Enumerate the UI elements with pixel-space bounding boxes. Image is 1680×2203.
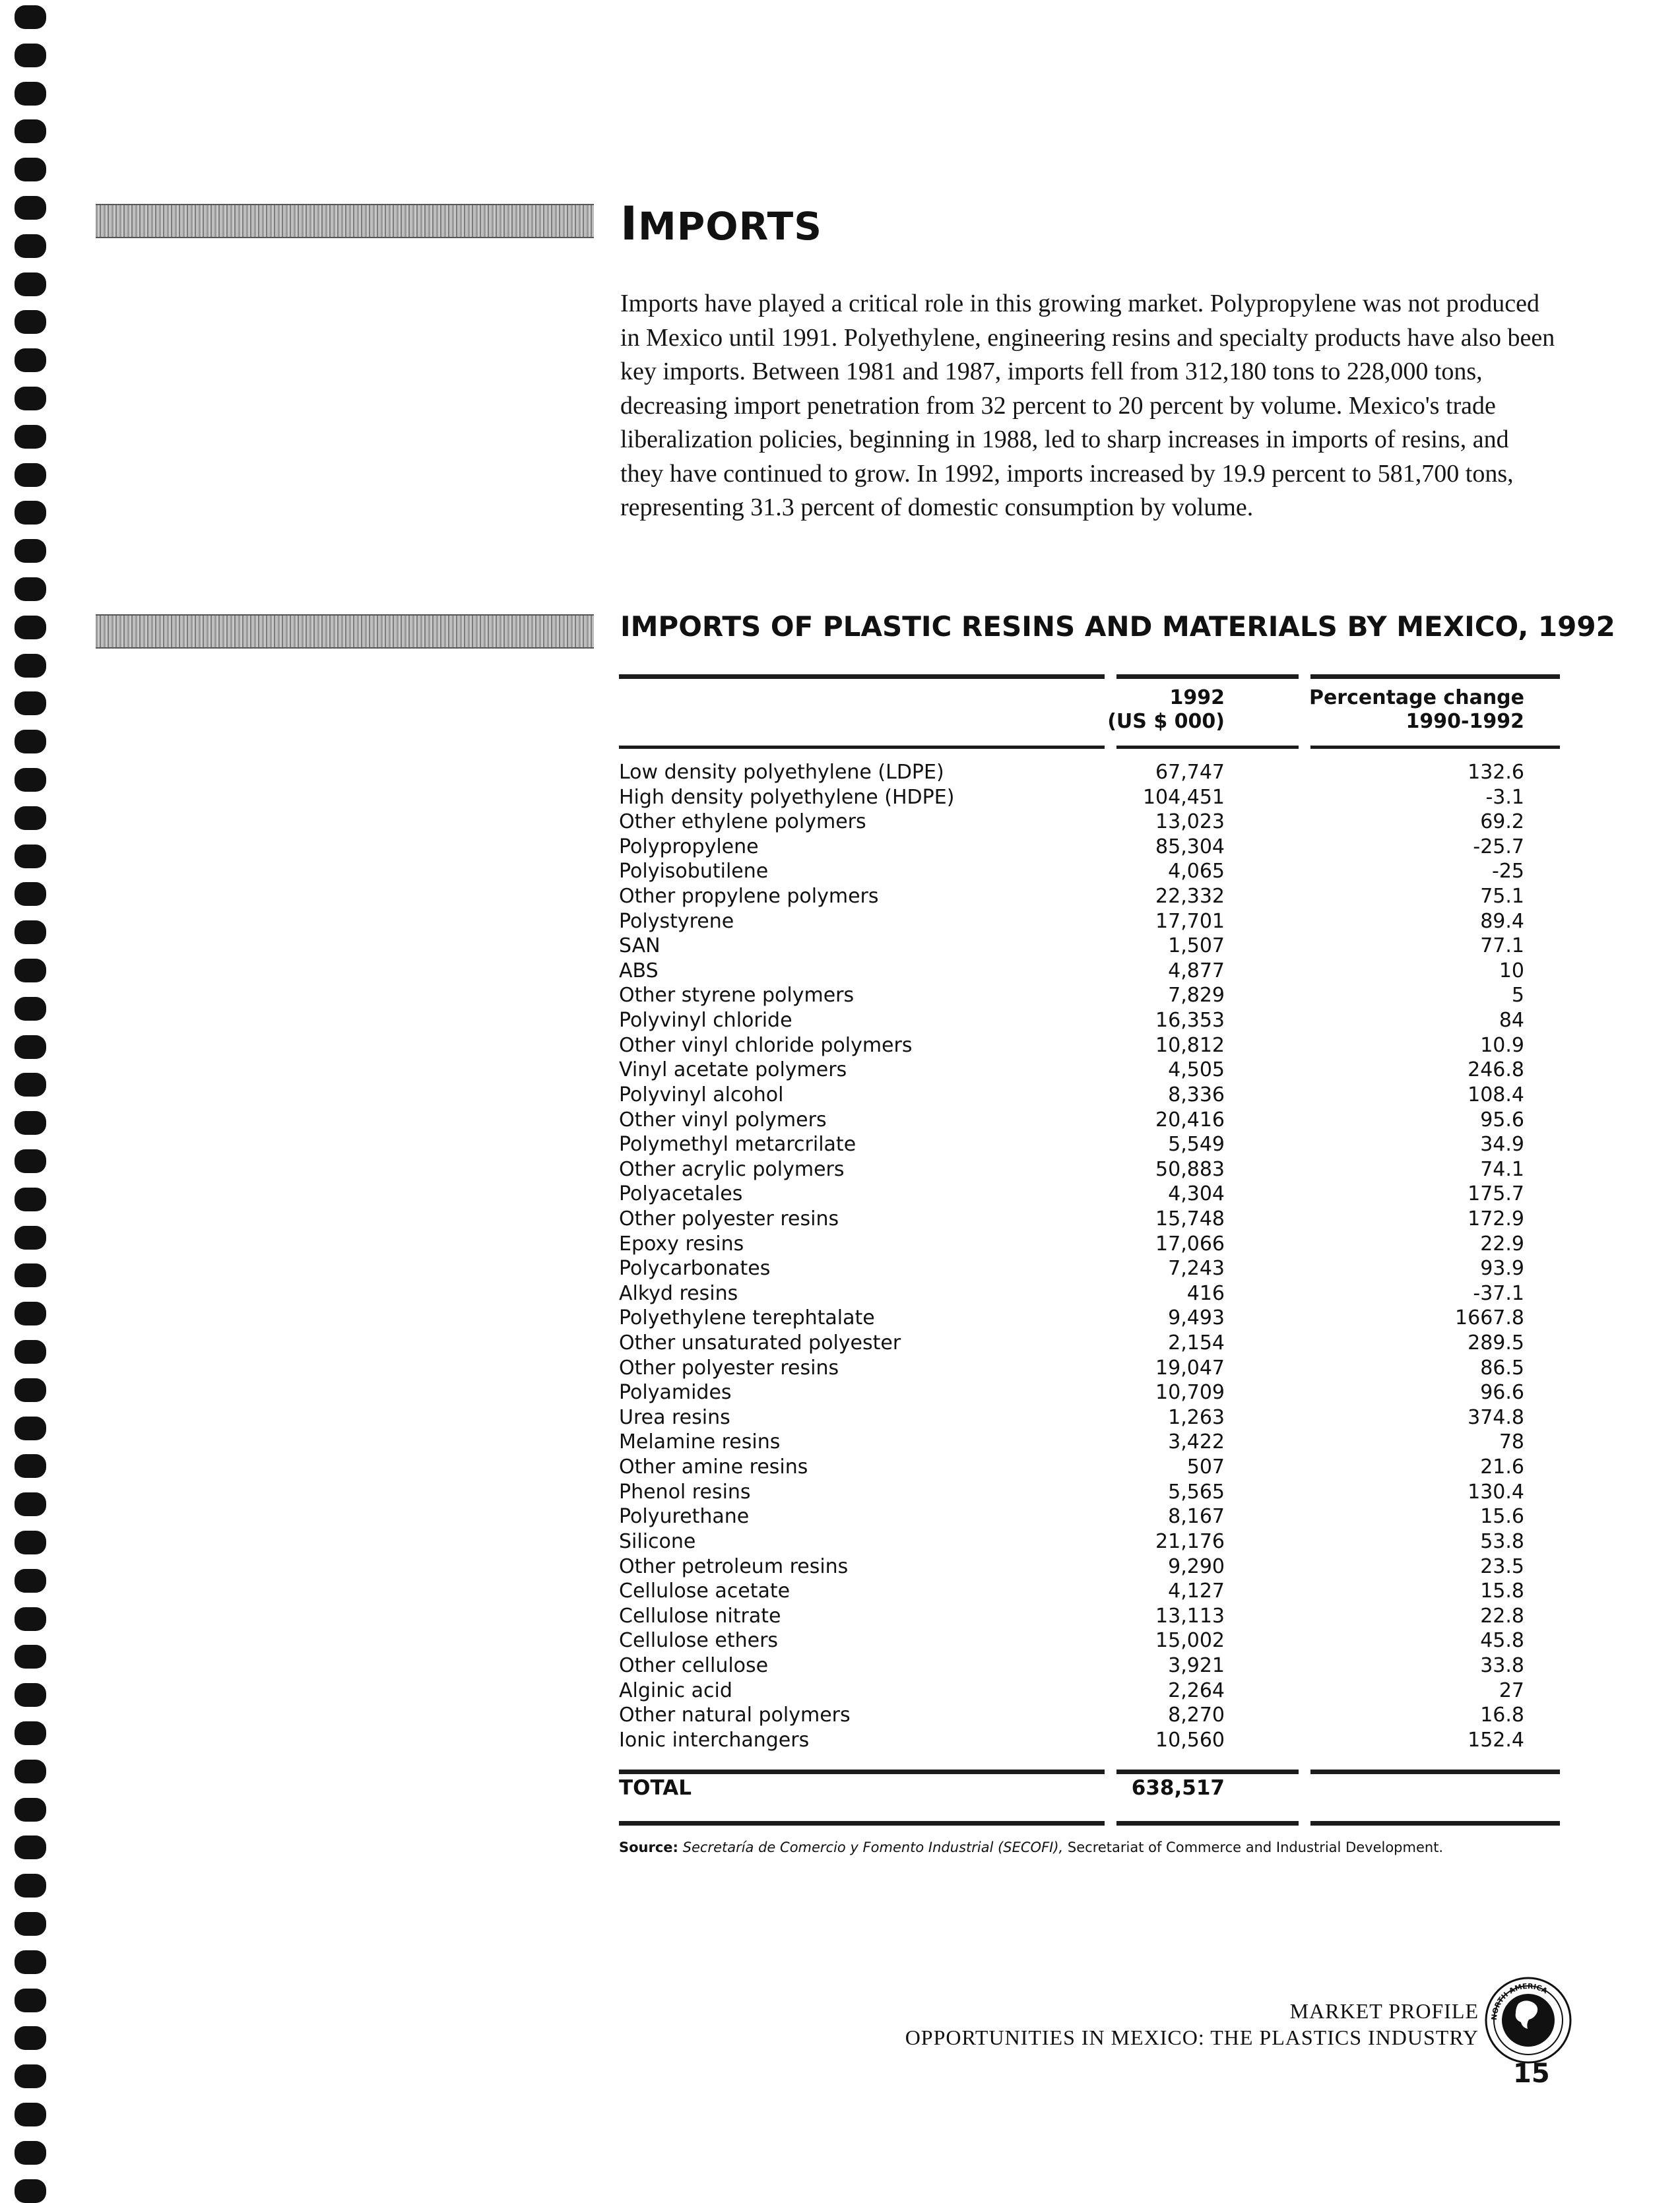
- percentage-change: 86.5: [1480, 1356, 1524, 1380]
- import-value: 10,709: [1155, 1381, 1225, 1405]
- resin-name: Alkyd resins: [619, 1281, 738, 1305]
- total-rule-mid: [1116, 1770, 1299, 1774]
- resin-name: Cellulose ethers: [619, 1629, 779, 1653]
- import-value: 22,332: [1155, 885, 1225, 909]
- table-row: [619, 810, 1560, 835]
- import-value: 17,701: [1155, 909, 1225, 933]
- resin-name: Cellulose nitrate: [619, 1604, 781, 1628]
- import-value: 4,065: [1168, 860, 1225, 883]
- binding-hole: [15, 1607, 46, 1631]
- section-title: IMPORTS: [620, 197, 822, 251]
- table-row: [619, 1182, 1560, 1207]
- table-row: [619, 1232, 1560, 1257]
- bottom-rule-mid: [1116, 1821, 1299, 1826]
- import-value: 3,422: [1168, 1430, 1225, 1454]
- resin-name: Alginic acid: [619, 1678, 732, 1702]
- resin-name: Other amine resins: [619, 1455, 808, 1479]
- percentage-change: 130.4: [1468, 1480, 1524, 1504]
- table-row: [619, 1678, 1560, 1704]
- resin-name: High density polyethylene (HDPE): [619, 785, 955, 809]
- import-value: 507: [1186, 1455, 1225, 1479]
- binding-hole: [15, 1645, 46, 1669]
- binding-hole: [15, 2179, 46, 2203]
- col-header-change: [1309, 686, 1524, 734]
- import-value: 416: [1186, 1281, 1225, 1305]
- import-value: 5,549: [1168, 1133, 1225, 1157]
- subheader-rule-left: [619, 746, 1105, 749]
- resin-name: Other polyester resins: [619, 1356, 839, 1380]
- binding-hole: [15, 1492, 46, 1516]
- page-number: 15: [1513, 2059, 1550, 2089]
- binding-hole: [15, 1226, 46, 1250]
- section-bar-imports: [96, 204, 594, 238]
- import-value: 5,565: [1168, 1480, 1225, 1504]
- import-value: 104,451: [1142, 785, 1225, 809]
- resin-name: Polyacetales: [619, 1182, 743, 1206]
- import-value: 85,304: [1155, 835, 1225, 858]
- spiral-binding: [15, 0, 49, 2194]
- table-row: [619, 983, 1560, 1008]
- import-value: 4,505: [1168, 1058, 1225, 1082]
- table-row: [619, 1728, 1560, 1753]
- percentage-change: 78: [1499, 1430, 1524, 1454]
- percentage-change: 23.5: [1480, 1554, 1524, 1578]
- table-row: [619, 1083, 1560, 1108]
- north-america-seal-icon: [1482, 1974, 1574, 2066]
- import-value: 2,264: [1168, 1678, 1225, 1702]
- table-row: [619, 909, 1560, 934]
- percentage-change: 21.6: [1480, 1455, 1524, 1479]
- binding-hole: [15, 158, 46, 181]
- import-value: 10,812: [1155, 1033, 1225, 1057]
- binding-hole: [15, 44, 46, 67]
- percentage-change: 15.8: [1480, 1580, 1524, 1603]
- percentage-change: 374.8: [1468, 1405, 1524, 1429]
- binding-hole: [15, 2141, 46, 2165]
- resin-name: Ionic interchangers: [619, 1728, 810, 1752]
- table-row: [619, 785, 1560, 810]
- resin-name: Vinyl acetate polymers: [619, 1058, 847, 1082]
- binding-hole: [15, 845, 46, 868]
- binding-hole: [15, 691, 46, 715]
- total-rule-left: [619, 1770, 1105, 1774]
- percentage-change: 15.6: [1480, 1505, 1524, 1529]
- percentage-change: 152.4: [1468, 1728, 1524, 1752]
- percentage-change: 10: [1499, 959, 1524, 982]
- resin-name: Other petroleum resins: [619, 1554, 849, 1578]
- resin-name: Other ethylene polymers: [619, 810, 866, 834]
- table-row: [619, 1628, 1560, 1653]
- import-value: 19,047: [1155, 1356, 1225, 1380]
- binding-hole: [15, 1836, 46, 1859]
- resin-name: Polymethyl metarcrilate: [619, 1133, 856, 1157]
- binding-hole: [15, 1989, 46, 2012]
- import-value: 15,748: [1155, 1207, 1225, 1230]
- table-row: [619, 1554, 1560, 1580]
- table-row: [619, 1356, 1560, 1381]
- resin-name: Polyethylene terephtalate: [619, 1306, 875, 1330]
- import-value: 2,154: [1168, 1331, 1225, 1355]
- binding-hole: [15, 539, 46, 563]
- import-value: 20,416: [1155, 1108, 1225, 1132]
- table-row: [619, 1033, 1560, 1058]
- source-organization: Secretaría de Comercio y Fomento Industrial (SECOFI),: [682, 1839, 1064, 1855]
- import-value: 9,290: [1168, 1554, 1225, 1578]
- resin-name: Polycarbonates: [619, 1257, 771, 1281]
- table-row: [619, 1281, 1560, 1306]
- percentage-change: 27: [1499, 1678, 1524, 1702]
- percentage-change: 5: [1511, 984, 1524, 1007]
- table-row: [619, 1504, 1560, 1529]
- import-value: 3,921: [1168, 1653, 1225, 1677]
- binding-hole: [15, 577, 46, 601]
- table-row: [619, 1008, 1560, 1033]
- subheader-rule-mid: [1116, 746, 1299, 749]
- table-title: IMPORTS OF PLASTIC RESINS AND MATERIALS BY MEXICO, 1992: [620, 610, 1615, 643]
- percentage-change: 75.1: [1480, 885, 1524, 909]
- import-value: 10,560: [1155, 1728, 1225, 1752]
- col-header-change-line2: 1990-1992: [1405, 710, 1524, 733]
- percentage-change: 84: [1499, 1009, 1524, 1033]
- resin-name: Cellulose acetate: [619, 1580, 791, 1603]
- resin-name: Urea resins: [619, 1405, 730, 1429]
- percentage-change: 45.8: [1480, 1629, 1524, 1653]
- resin-name: SAN: [619, 934, 661, 958]
- binding-hole: [15, 616, 46, 639]
- percentage-change: -3.1: [1485, 785, 1524, 809]
- import-value: 8,336: [1168, 1083, 1225, 1106]
- resin-name: Polyurethane: [619, 1505, 750, 1529]
- percentage-change: 34.9: [1480, 1133, 1524, 1157]
- svg-text:NORTH AMERICA: NORTH AMERICA: [1489, 1981, 1549, 2021]
- resin-name: Polyisobutilene: [619, 860, 769, 883]
- table-row: [619, 884, 1560, 909]
- binding-hole: [15, 119, 46, 143]
- import-value: 21,176: [1155, 1529, 1225, 1553]
- percentage-change: 93.9: [1480, 1257, 1524, 1281]
- resin-name: ABS: [619, 959, 659, 982]
- import-value: 7,829: [1168, 984, 1225, 1007]
- resin-name: Other unsaturated polyester: [619, 1331, 901, 1355]
- import-value: 67,747: [1155, 761, 1225, 784]
- binding-hole: [15, 1035, 46, 1059]
- import-value: 13,113: [1155, 1604, 1225, 1628]
- percentage-change: 175.7: [1468, 1182, 1524, 1206]
- table-row: [619, 835, 1560, 860]
- table-row: [619, 1380, 1560, 1405]
- binding-hole: [15, 997, 46, 1021]
- import-value: 13,023: [1155, 810, 1225, 834]
- table-row: [619, 1306, 1560, 1331]
- binding-hole: [15, 348, 46, 372]
- binding-hole: [15, 1417, 46, 1440]
- binding-hole: [15, 654, 46, 678]
- percentage-change: 108.4: [1468, 1083, 1524, 1106]
- resin-name: Other acrylic polymers: [619, 1157, 845, 1181]
- resin-name: Other vinyl polymers: [619, 1108, 827, 1132]
- binding-hole: [15, 806, 46, 830]
- binding-hole: [15, 1073, 46, 1097]
- import-value: 9,493: [1168, 1306, 1225, 1330]
- percentage-change: 89.4: [1480, 909, 1524, 933]
- source-note: [619, 1839, 1443, 1855]
- table-body: [619, 760, 1560, 1752]
- binding-hole: [15, 196, 46, 220]
- section-bar-table: [96, 614, 594, 649]
- binding-hole: [15, 425, 46, 449]
- resin-name: Polypropylene: [619, 835, 759, 858]
- table-row: [619, 1480, 1560, 1505]
- percentage-change: 69.2: [1480, 810, 1524, 834]
- table-row: [619, 1108, 1560, 1133]
- binding-hole: [15, 1874, 46, 1898]
- source-label: Source:: [619, 1839, 678, 1855]
- resin-name: Other propylene polymers: [619, 885, 879, 909]
- header-rule-mid: [1116, 674, 1299, 679]
- percentage-change: 1667.8: [1455, 1306, 1524, 1330]
- resin-name: Other styrene polymers: [619, 984, 855, 1007]
- col-header-value: [1107, 686, 1225, 734]
- col-header-change-line1: Percentage change: [1308, 686, 1524, 709]
- footer-publication-title: OPPORTUNITIES IN MEXICO: THE PLASTICS INDUSTRY: [905, 2026, 1479, 2049]
- table-row: [619, 1157, 1560, 1182]
- percentage-change: -25.7: [1473, 835, 1524, 858]
- subheader-rule-right: [1310, 746, 1560, 749]
- import-value: 15,002: [1155, 1629, 1225, 1653]
- binding-hole: [15, 1263, 46, 1287]
- percentage-change: 10.9: [1480, 1033, 1524, 1057]
- binding-hole: [15, 1950, 46, 1974]
- percentage-change: 22.9: [1480, 1232, 1524, 1256]
- binding-hole: [15, 1302, 46, 1325]
- total-value: 638,517: [1131, 1776, 1225, 1800]
- table-row: [619, 859, 1560, 884]
- table-row: [619, 1430, 1560, 1455]
- binding-hole: [15, 768, 46, 792]
- percentage-change: 246.8: [1468, 1058, 1524, 1082]
- resin-name: Other cellulose: [619, 1653, 769, 1677]
- binding-hole: [15, 920, 46, 944]
- table-row: [619, 1604, 1560, 1629]
- resin-name: Other polyester resins: [619, 1207, 839, 1230]
- binding-hole: [15, 310, 46, 334]
- table-row: [619, 1405, 1560, 1430]
- binding-hole: [15, 1188, 46, 1211]
- import-value: 4,127: [1168, 1580, 1225, 1603]
- percentage-change: 53.8: [1480, 1529, 1524, 1553]
- percentage-change: 77.1: [1480, 934, 1524, 958]
- table-row: [619, 1207, 1560, 1232]
- resin-name: Silicone: [619, 1529, 696, 1553]
- table-row: [619, 1058, 1560, 1083]
- import-value: 16,353: [1155, 1009, 1225, 1033]
- resin-name: Melamine resins: [619, 1430, 781, 1454]
- table-row: [619, 1703, 1560, 1728]
- resin-name: Other vinyl chloride polymers: [619, 1033, 913, 1057]
- binding-hole: [15, 5, 46, 29]
- table-row: [619, 1529, 1560, 1554]
- total-label: TOTAL: [619, 1776, 692, 1800]
- resin-name: Low density polyethylene (LDPE): [619, 761, 944, 784]
- binding-hole: [15, 387, 46, 410]
- table-row: [619, 1132, 1560, 1157]
- percentage-change: 33.8: [1480, 1653, 1524, 1677]
- percentage-change: -25: [1492, 860, 1524, 883]
- binding-hole: [15, 1798, 46, 1822]
- percentage-change: 22.8: [1480, 1604, 1524, 1628]
- percentage-change: 74.1: [1480, 1157, 1524, 1181]
- binding-hole: [15, 1340, 46, 1364]
- percentage-change: -37.1: [1473, 1281, 1524, 1305]
- bottom-rule-right: [1310, 1821, 1560, 1826]
- percentage-change: 16.8: [1480, 1704, 1524, 1727]
- col-header-value-line1: 1992: [1169, 686, 1225, 709]
- percentage-change: 132.6: [1468, 761, 1524, 784]
- resin-name: Epoxy resins: [619, 1232, 744, 1256]
- import-value: 4,877: [1168, 959, 1225, 982]
- import-value: 8,167: [1168, 1505, 1225, 1529]
- bottom-rule-left: [619, 1821, 1105, 1826]
- table-row: [619, 1331, 1560, 1356]
- col-header-value-line2: (US $ 000): [1107, 710, 1225, 733]
- percentage-change: 172.9: [1468, 1207, 1524, 1230]
- binding-hole: [15, 1149, 46, 1173]
- binding-hole: [15, 1111, 46, 1135]
- import-value: 7,243: [1168, 1257, 1225, 1281]
- resin-name: Polyvinyl alcohol: [619, 1083, 784, 1106]
- header-rule-right: [1310, 674, 1560, 679]
- binding-hole: [15, 730, 46, 753]
- import-value: 1,263: [1168, 1405, 1225, 1429]
- header-rule-left: [619, 674, 1105, 679]
- table-row: [619, 934, 1560, 959]
- percentage-change: 95.6: [1480, 1108, 1524, 1132]
- total-rule-right: [1310, 1770, 1560, 1774]
- resin-name: Phenol resins: [619, 1480, 751, 1504]
- binding-hole: [15, 234, 46, 258]
- binding-hole: [15, 1683, 46, 1707]
- table-row: [619, 1455, 1560, 1480]
- binding-hole: [15, 959, 46, 982]
- source-description: Secretariat of Commerce and Industrial Development.: [1067, 1839, 1444, 1855]
- import-value: 50,883: [1155, 1157, 1225, 1181]
- resin-name: Polyamides: [619, 1381, 732, 1405]
- binding-hole: [15, 1378, 46, 1402]
- resin-name: Polystyrene: [619, 909, 734, 933]
- binding-hole: [15, 2026, 46, 2050]
- table-row: [619, 959, 1560, 984]
- percentage-change: 289.5: [1468, 1331, 1524, 1355]
- binding-hole: [15, 1721, 46, 1745]
- binding-hole: [15, 1569, 46, 1593]
- binding-hole: [15, 882, 46, 906]
- table-row: [619, 760, 1560, 785]
- binding-hole: [15, 1531, 46, 1554]
- binding-hole: [15, 1454, 46, 1478]
- intro-paragraph: Imports have played a critical role in this growing market. Polypropylene was not produced in Mexico until 1991. Polyethylene, engineering resins and specialty products have also been key imports. Between 1981 and 1987, imports fell from 312,180 tons to 228,000 tons, decreasing import penetration from 32 percent to 20 percent by volume. Mexico's trade liberalization policies, beginning in 1988, led to sharp increases in imports of resins, and they have continued to grow. In 1992, imports increased by 19.9 percent to 581,700 tons, representing 31.3 percent of domestic consumption by volume.: [620, 290, 1555, 521]
- footer-market-profile: MARKET PROFILE: [1289, 1999, 1479, 2023]
- binding-hole: [15, 1760, 46, 1783]
- binding-hole: [15, 272, 46, 296]
- import-value: 17,066: [1155, 1232, 1225, 1256]
- binding-hole: [15, 82, 46, 106]
- table-row: [619, 1653, 1560, 1678]
- import-value: 8,270: [1168, 1704, 1225, 1727]
- table-row: [619, 1256, 1560, 1281]
- resin-name: Other natural polymers: [619, 1704, 851, 1727]
- table-row: [619, 1579, 1560, 1604]
- import-value: 4,304: [1168, 1182, 1225, 1206]
- resin-name: Polyvinyl chloride: [619, 1009, 792, 1033]
- binding-hole: [15, 463, 46, 487]
- binding-hole: [15, 2064, 46, 2088]
- binding-hole: [15, 1912, 46, 1936]
- import-value: 1,507: [1168, 934, 1225, 958]
- binding-hole: [15, 2103, 46, 2126]
- percentage-change: 96.6: [1480, 1381, 1524, 1405]
- binding-hole: [15, 501, 46, 525]
- total-row: [619, 1775, 1560, 1801]
